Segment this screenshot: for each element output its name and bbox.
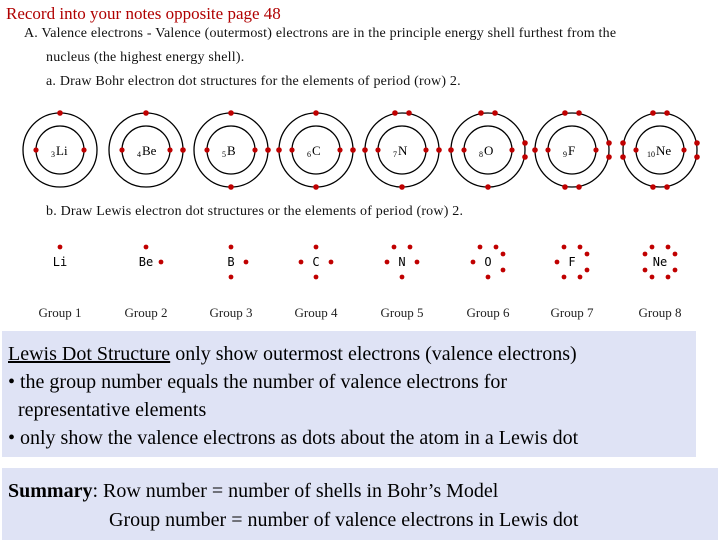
inner-electron <box>204 147 209 152</box>
group-label: Group 5 <box>380 305 424 320</box>
lewis-dot <box>144 245 149 250</box>
atomic-number: 8 <box>479 150 483 159</box>
lewis-dot <box>666 245 671 250</box>
lewis-dot <box>650 245 655 250</box>
summary-row-rule: : Row number = number of shells in Bohr’s Model <box>92 480 499 502</box>
bohr-atom-li <box>23 110 97 187</box>
valence-electron <box>650 110 656 116</box>
bohr-atom-b <box>194 110 271 190</box>
lewis-diagrams <box>0 236 720 296</box>
lewis-dot <box>415 260 420 265</box>
intro-line-2: nucleus (the highest energy shell). <box>46 50 245 65</box>
element-symbol: Be <box>142 143 157 158</box>
valence-electron <box>562 184 568 190</box>
valence-electron <box>606 140 612 146</box>
valence-electron <box>350 147 356 153</box>
atomic-number: 10 <box>647 150 655 159</box>
valence-electron <box>313 184 319 190</box>
element-symbol: O <box>484 143 494 158</box>
group-label: Group 4 <box>294 305 338 320</box>
lewis-summary-box <box>2 331 696 457</box>
inner-electron <box>423 147 428 152</box>
atomic-number: 5 <box>222 150 226 159</box>
lewis-dot <box>494 245 499 250</box>
inner-electron <box>33 147 38 152</box>
valence-electron <box>492 110 498 116</box>
valence-electron <box>362 147 368 153</box>
lewis-dot <box>673 252 678 257</box>
valence-electron <box>532 147 538 153</box>
lewis-dot <box>408 245 413 250</box>
inner-electron <box>252 147 257 152</box>
lewis-atom-b <box>227 245 248 280</box>
valence-electron <box>478 110 484 116</box>
lewis-symbol: O <box>484 255 492 269</box>
valence-electron <box>576 110 582 116</box>
lewis-definition <box>8 343 577 366</box>
lewis-atom-ne <box>643 245 678 280</box>
valence-electron <box>562 110 568 116</box>
lewis-dot <box>666 275 671 280</box>
valence-electron <box>694 140 700 146</box>
valence-electron <box>399 184 405 190</box>
group-label: Group 7 <box>550 305 594 320</box>
lewis-dot <box>314 245 319 250</box>
inner-electron <box>633 147 638 152</box>
lewis-atom-n <box>385 245 420 280</box>
valence-electron <box>522 154 528 160</box>
valence-electron <box>265 147 271 153</box>
summary-line-1 <box>8 480 498 503</box>
lewis-dot <box>555 260 560 265</box>
inner-electron <box>337 147 342 152</box>
bohr-atom-c <box>276 110 356 190</box>
lewis-dot <box>578 275 583 280</box>
group-label: Group 8 <box>638 305 682 320</box>
element-symbol: B <box>227 143 236 158</box>
element-symbol: N <box>398 143 408 158</box>
lewis-symbol: Be <box>138 255 154 269</box>
element-symbol: C <box>312 143 321 158</box>
lewis-symbol: B <box>227 255 235 269</box>
atomic-number: 4 <box>137 150 141 159</box>
valence-electron <box>620 154 626 160</box>
valence-electron <box>448 147 454 153</box>
lewis-dot <box>58 245 63 250</box>
lewis-title-rest: only show outermost electrons (valence electrons) <box>170 343 577 365</box>
valence-electron <box>313 110 319 116</box>
lewis-atom-o <box>471 245 506 280</box>
group-label: Group 6 <box>466 305 510 320</box>
lewis-dot <box>562 275 567 280</box>
inner-electron <box>81 147 86 152</box>
lewis-dot <box>650 275 655 280</box>
valence-electron <box>664 110 670 116</box>
valence-electron <box>664 184 670 190</box>
valence-electron <box>276 147 282 153</box>
bullet-group-number-cont: representative elements <box>18 399 207 421</box>
lewis-title: Lewis Dot Structure <box>8 343 171 365</box>
inner-electron <box>461 147 466 152</box>
lewis-dot <box>385 260 390 265</box>
valence-electron <box>180 147 186 153</box>
summary-label: Summary <box>8 480 93 502</box>
lewis-dot <box>501 252 506 257</box>
lewis-symbol: N <box>398 255 406 269</box>
valence-electron <box>522 140 528 146</box>
bohr-diagrams <box>0 100 720 200</box>
valence-electron <box>143 110 149 116</box>
lewis-dot <box>400 275 405 280</box>
lewis-dot <box>501 268 506 273</box>
lewis-dot <box>478 245 483 250</box>
element-symbol: F <box>568 143 576 158</box>
valence-electron <box>485 184 491 190</box>
element-symbol: Ne <box>656 143 672 158</box>
lewis-atom-be <box>139 245 164 269</box>
lewis-symbol: C <box>312 255 320 269</box>
lewis-dot <box>585 252 590 257</box>
valence-electron <box>228 184 234 190</box>
lewis-symbol: Li <box>52 255 68 269</box>
lewis-symbol: Ne <box>652 255 668 269</box>
lewis-symbol: F <box>568 255 576 269</box>
lewis-atom-f <box>555 245 590 280</box>
lewis-dot <box>471 260 476 265</box>
lewis-dot <box>229 275 234 280</box>
inner-electron <box>119 147 124 152</box>
inner-electron <box>593 147 598 152</box>
lewis-dot <box>159 260 164 265</box>
valence-electron <box>576 184 582 190</box>
lewis-atom-c <box>299 245 334 280</box>
atomic-number: 3 <box>51 150 55 159</box>
bohr-atom-o <box>448 110 528 190</box>
lewis-dot <box>673 268 678 273</box>
valence-electron <box>620 140 626 146</box>
lewis-dot <box>562 245 567 250</box>
inner-electron <box>289 147 294 152</box>
group-label: Group 3 <box>209 305 253 320</box>
bullet-valence-dots: • only show the valence electrons as dots about the atom in a Lewis dot <box>8 427 579 449</box>
lewis-dot <box>229 245 234 250</box>
inner-electron <box>375 147 380 152</box>
lewis-dot <box>392 245 397 250</box>
header-note: Record into your notes opposite page 48 <box>6 4 281 23</box>
valence-electron <box>57 110 63 116</box>
valence-electron <box>228 110 234 116</box>
valence-electron <box>694 154 700 160</box>
atomic-number: 9 <box>563 150 567 159</box>
inner-electron <box>509 147 514 152</box>
lewis-dot <box>578 245 583 250</box>
valence-electron <box>650 184 656 190</box>
lewis-dot <box>299 260 304 265</box>
inner-electron <box>545 147 550 152</box>
lewis-dot <box>643 268 648 273</box>
atomic-number: 7 <box>393 150 397 159</box>
element-symbol: Li <box>56 143 68 158</box>
group-label: Group 2 <box>124 305 168 320</box>
lewis-dot <box>329 260 334 265</box>
summary-box <box>2 468 718 540</box>
valence-electron <box>392 110 398 116</box>
bullet-group-number: • the group number equals the number of valence electrons for <box>8 371 508 393</box>
inner-electron <box>681 147 686 152</box>
lewis-dot <box>244 260 249 265</box>
bohr-atom-be <box>109 110 186 187</box>
bohr-atom-n <box>362 110 442 190</box>
inner-electron <box>167 147 172 152</box>
summary-line-2: Group number = number of valence electrons in Lewis dot <box>109 509 579 531</box>
group-label: Group 1 <box>38 305 82 320</box>
valence-electron <box>436 147 442 153</box>
valence-electron <box>606 154 612 160</box>
bohr-atom-f <box>532 110 612 190</box>
lewis-dot <box>643 252 648 257</box>
lewis-dot <box>585 268 590 273</box>
lewis-dot <box>486 275 491 280</box>
atomic-number: 6 <box>307 150 311 159</box>
lewis-dot <box>314 275 319 280</box>
item-b-text: b. Draw Lewis electron dot structures or the elements of period (row) 2. <box>46 204 464 219</box>
valence-electron <box>406 110 412 116</box>
item-a-text: a. Draw Bohr electron dot structures for the elements of period (row) 2. <box>46 74 461 89</box>
bohr-atom-ne <box>620 110 700 190</box>
lewis-atom-li <box>53 245 67 269</box>
intro-line-1: A. Valence electrons - Valence (outermost) electrons are in the principle energy shell furthest from the <box>24 26 617 41</box>
